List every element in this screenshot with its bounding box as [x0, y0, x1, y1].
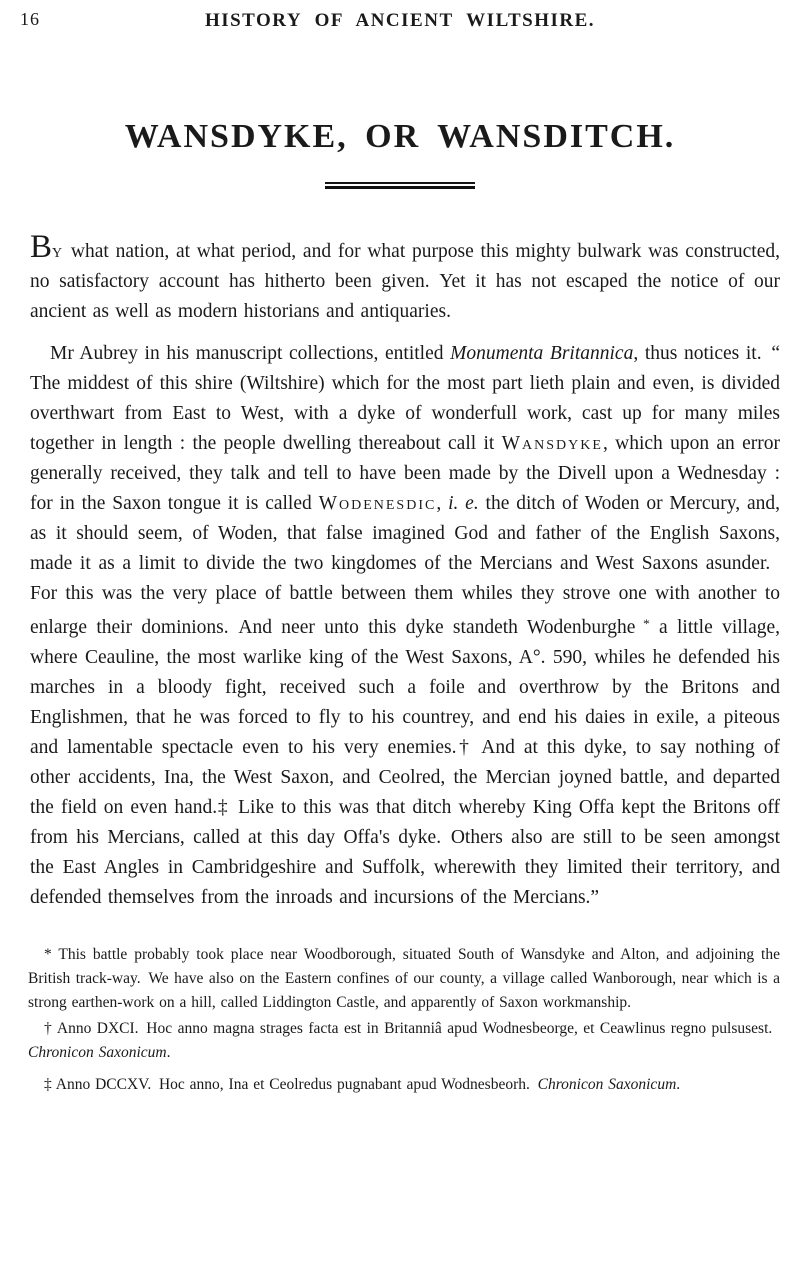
paragraph-opening: By what nation, at what period, and for what purpose this mighty bulwark was constructed, no satisfactory account has hitherto been given. Yet it has not escaped the notice of our ancient as well as modern historians and antiquaries.	[30, 229, 780, 322]
divider-thin-line	[325, 182, 475, 184]
footnotes-section	[28, 943, 780, 1097]
page-number: 16	[20, 9, 40, 29]
footnote-dagger: † Anno DXCI. Hoc anno magna strages facta est in Britanniâ apud Wodnesbeorge, et Ceawlinus regno pulsusest. Chronicon Saxonicum.	[28, 1020, 780, 1061]
title-divider-rule	[325, 182, 475, 189]
divider-thick-line	[325, 186, 475, 189]
running-head: HISTORY OF ANCIENT WILTSHIRE.	[204, 10, 596, 31]
footnote-asterisk: * This battle probably took place near Woodborough, situated South of Wansdyke and Alton, and adjoining the British track-way. We have also on the Eastern confines of our county, a village called Wanborough, near which is a strong earthen-work on a hill, called Liddington Castle, and apparently of Saxon workmanship.	[28, 946, 780, 1011]
body-text	[30, 229, 781, 913]
footnote-double-dagger: ‡ Anno DCCXV. Hoc anno, Ina et Ceolredus pugnabant apud Wodnesbeorh. Chronicon Saxonicum.	[44, 1076, 681, 1093]
paragraph-aubrey-quotation: Mr Aubrey in his manuscript collections, entitled Monumenta Britannica, thus notices it. “ The middest of this shire (Wiltshire) which for the most part lieth plain and even, is divided overthwart from East to West, with a dyke of wonderfull work, cast up for many miles together in length : the people dwelling thereabout call it Wansdyke, which upon an error generally received, they talk and tell to have been made by the Divell upon a Wednesday : for in the Saxon tongue it is called Wodenesdic, i. e. the ditch of Woden or Mercury, and, as it should seem, of Woden, that false imagined God and father of the English Saxons, made it as a limit to divide the two kingdomes of the Mercians and West Saxons asunder. For this was the very place of battle between them whiles they strove one with another to enlarge their dominions. And neer unto this dyke standeth Wodenburghe * a little village, where Ceauline, the most warlike king of the West Saxons, A°. 590, whiles he defended his marches in a bloody fight, received such a foile and overthrow by the Britons and Englishmen, that he was forced to fly to his countrey, and end his daies in exile, a piteous and lamentable spectacle even to his very enemies.† And at this dyke, to say nothing of other accidents, Ina, the West Saxon, and Ceolred, the Mercian joyned battle, and departed the field on even hand.‡ Like to this was that ditch whereby King Offa kept the Britons off from his Mercians, called at this day Offa's dyke. Others also are still to be seen amongst the East Angles in Cambridgeshire and Suffolk, wherewith they limited their territory, and defended themselves from the inroads and incursions of the Mercians.”	[30, 343, 781, 908]
page-title: WANSDYKE, OR WANSDITCH.	[124, 118, 676, 155]
